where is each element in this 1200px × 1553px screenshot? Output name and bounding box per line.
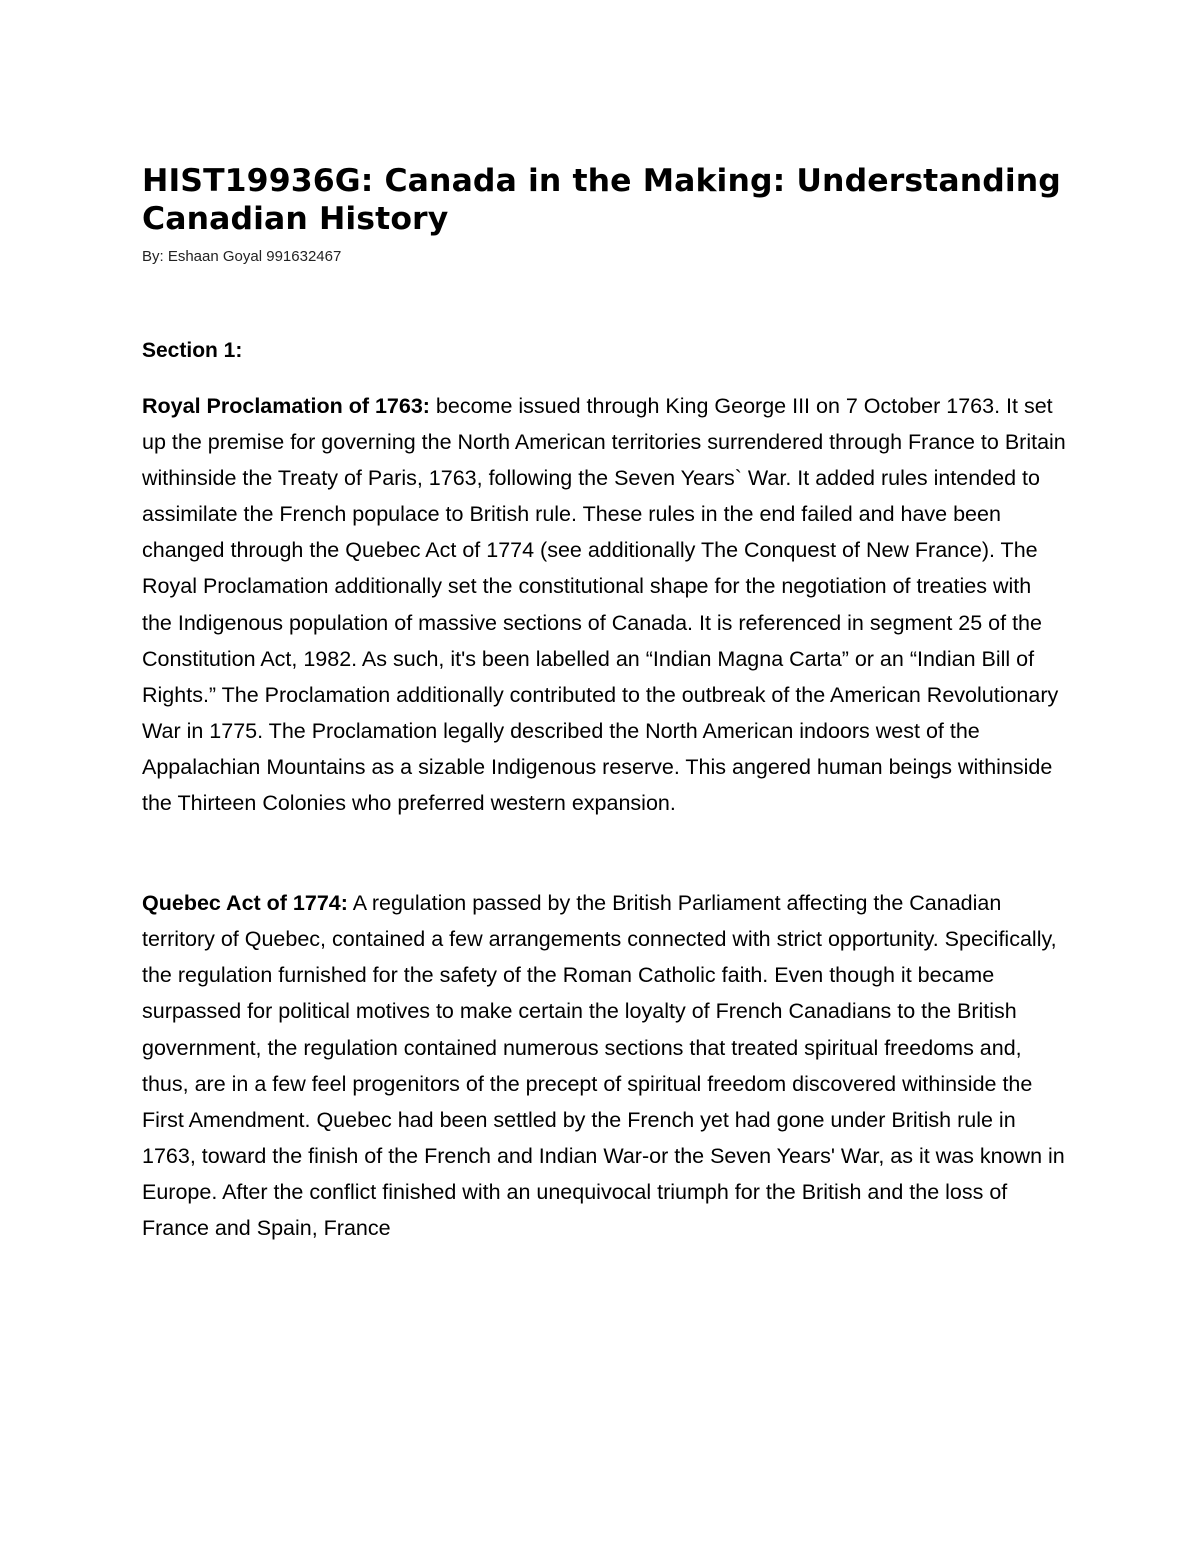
paragraph-quebec-act — [142, 885, 1067, 1246]
paragraph-royal-proclamation — [142, 388, 1067, 821]
document-title: HIST19936G: Canada in the Making: Understanding Canadian History — [142, 163, 1061, 237]
author-byline: By: Eshaan Goyal 991632467 — [142, 248, 342, 265]
term-quebec-act: Quebec Act of 1774: — [142, 891, 348, 916]
paragraph-text-royal-proclamation: become issued through King George III on 7 October 1763. It set up the premise for governing the North American territories surrendered through France to Britain withinside the Treaty of Paris, 1763, following the Seven Years` War. It added rules intended to assimilate the French populace to British rule. These rules in the end failed and have been changed through the Quebec Act of 1774 (see additionally The Conquest of New France). The Royal Proclamation additionally set the constitutional shape for the negotiation of treaties with the Indigenous population of massive sections of Canada. It is referenced in segment 25 of the Constitution Act, 1982. As such, it's been labelled an “Indian Magna Carta” or an “Indian Bill of Rights.” The Proclamation additionally contributed to the outbreak of the American Revolutionary War in 1775. The Proclamation legally described the North American indoors west of the Appalachian Mountains as a sizable Indigenous reserve. This angered human beings withinside the Thirteen Colonies who preferred western expansion. — [142, 394, 1066, 816]
term-royal-proclamation: Royal Proclamation of 1763: — [142, 394, 430, 418]
document-body — [142, 162, 1067, 1246]
section-heading: Section 1: — [142, 339, 243, 362]
paragraph-text-quebec-act: A regulation passed by the British Parliament affecting the Canadian territory of Quebec, contained a few arrangements connected with strict opportunity. Specifically, the regulation furnished for the safety of the Roman Catholic faith. Even though it became surpassed for political motives to make certain the loyalty of French Canadians to the British government, the regulation contained numerous sections that treated spiritual freedoms and, thus, are in a few feel progenitors of the precept of spiritual freedom discovered withinside the First Amendment. Quebec had been settled by the French yet had gone under British rule in 1763, toward the finish of the French and Indian War-or the Seven Years' War, as it was known in Europe. After the conflict finished with an unequivocal triumph for the British and the loss of France and Spain, France — [142, 891, 1065, 1240]
